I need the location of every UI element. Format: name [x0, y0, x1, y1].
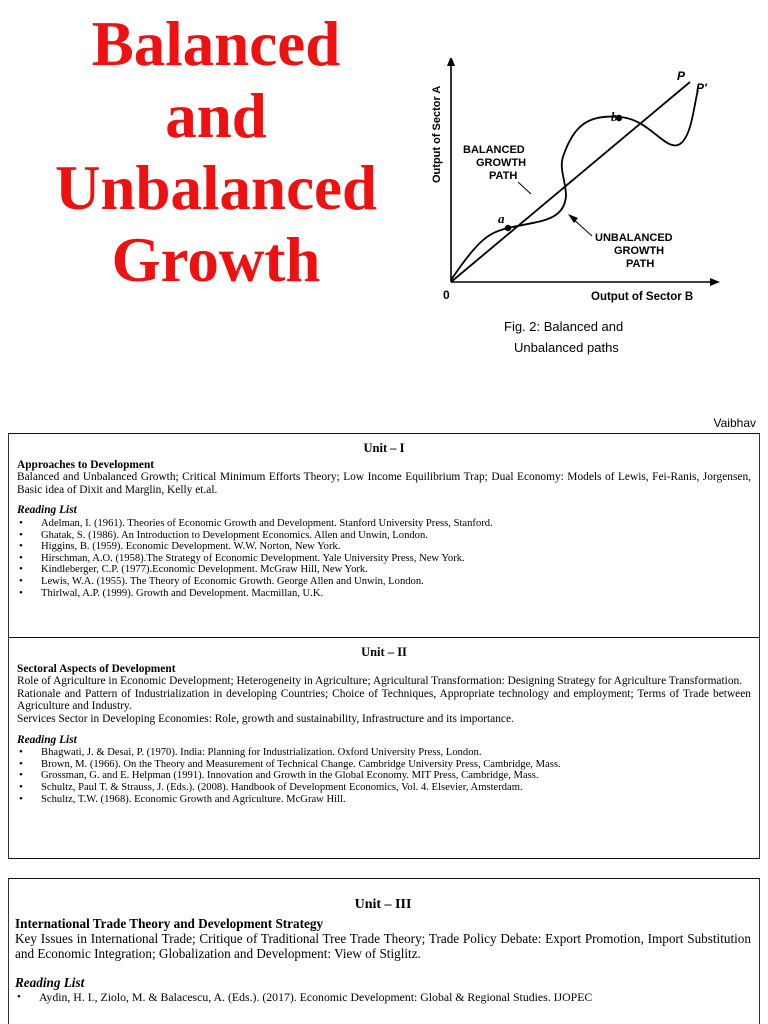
balanced-label-2: GROWTH: [476, 157, 527, 169]
point-a-label: a: [498, 211, 505, 226]
unit-2-body-3: Services Sector in Developing Economies: Role, growth and sustainability, Infrastructure and its importance.: [17, 712, 514, 725]
reference-item: • Brown, M. (1966). On the Theory and Measurement of Technical Change. Cambridge University Press, Cambridge, Mass.: [17, 759, 751, 771]
title-line-1: Balanced: [91, 9, 341, 79]
x-axis-label: Output of Sector B: [591, 291, 694, 303]
reference-item: • Higgins, B. (1959). Economic Development. W.W. Norton, New York.: [17, 541, 751, 553]
figure-caption-line-1: Fig. 2: Balanced and: [504, 319, 624, 334]
unit-3-reading-list: [15, 991, 751, 1004]
reference-item: • Ghatak, S. (1986). An Introduction to Development Economics. Allen and Unwin, London.: [17, 530, 751, 542]
reference-item: • Schultz, Paul T. & Strauss, J. (Eds.). (2008). Handbook of Development Economics, Vol. 4. Elsevier, Amsterdam.: [17, 782, 751, 794]
reference-item: • Grossman, G. and E. Helpman (1991). Innovation and Growth in the Global Economy. MIT Press, Cambridge, Mass.: [17, 770, 751, 782]
label-p: P: [677, 69, 686, 83]
balanced-pointer: [518, 182, 531, 194]
unit-1-title: Approaches to Development: [17, 458, 155, 471]
unbalanced-label-1: UNBALANCED: [595, 232, 673, 244]
unit-2-heading: Unit – II: [361, 645, 407, 659]
unit-1-heading: Unit – I: [363, 441, 405, 455]
unit-1-section: [8, 433, 760, 637]
reference-item: • Aydin, H. I., Ziolo, M. & Balacescu, A. (Eds.). (2017). Economic Development: Global & Regional Studies. IJOPEC: [15, 991, 751, 1004]
unit-1-reading-list: [17, 518, 751, 599]
x-axis-arrow: [710, 278, 720, 286]
page-title: [14, 8, 418, 296]
reference-item: • Bhagwati, J. & Desai, P. (1970). India: Planning for Industrialization. Oxford University Press, London.: [17, 747, 751, 759]
author-name: Vaibhav: [713, 416, 756, 430]
reference-item: • Lewis, W.A. (1955). The Theory of Economic Growth. George Allen and Unwin, London.: [17, 576, 751, 588]
unit-1-reading-list-label: Reading List: [17, 504, 77, 517]
y-axis-label: Output of Sector A: [431, 85, 443, 183]
reference-item: • Thirlwal, A.P. (1999). Growth and Development. Macmillan, U.K.: [17, 588, 751, 600]
unit-2-section: [8, 637, 760, 859]
unit-3-reading-list-label: Reading List: [15, 975, 85, 990]
unit-2-title: Sectoral Aspects of Development: [17, 662, 176, 675]
unit-2-reading-list-label: Reading List: [17, 733, 77, 746]
unit-3-title: International Trade Theory and Development Strategy: [15, 916, 324, 931]
unit-3-body: Key Issues in International Trade; Critique of Traditional Tree Trade Theory; Trade Policy Debate: Export Promotion, Import Substitution and Economic Integration; Globalization and Development: View of Stiglitz.: [15, 931, 751, 961]
title-line-4: Growth: [111, 225, 321, 295]
reference-item: • Kindleberger, C.P. (1977).Economic Development. McGraw Hill, New York.: [17, 564, 751, 576]
unit-2-body-2: Rationale and Pattern of Industrialization in developing Countries; Choice of Techniques, Appropriate technology and employment; Terms of Trade between Agriculture and Industry.: [17, 687, 751, 713]
unbalanced-label-2: GROWTH: [614, 245, 665, 257]
unbalanced-label-3: PATH: [626, 258, 655, 270]
balanced-label-1: BALANCED: [463, 144, 525, 156]
unit-2-reading-list: [17, 747, 751, 805]
unit-3-heading: Unit – III: [354, 897, 412, 912]
balanced-label-3: PATH: [489, 170, 518, 182]
point-b-label: b: [611, 109, 618, 124]
growth-paths-figure: [418, 58, 748, 358]
origin-label: 0: [443, 288, 450, 302]
point-a-marker: [505, 225, 511, 231]
label-p-prime: P': [696, 81, 707, 95]
reference-item: • Adelman, I. (1961). Theories of Economic Growth and Development. Stanford University Press, Stanford.: [17, 518, 751, 530]
reference-item: • Hirschman, A.O. (1958).The Strategy of Economic Development. Yale University Press, New York.: [17, 553, 751, 565]
title-line-2: and: [165, 81, 267, 151]
unit-3-section: [8, 878, 760, 1024]
unit-1-body: Balanced and Unbalanced Growth; Critical Minimum Efforts Theory; Low Income Equilibrium Trap; Dual Economy: Models of Lewis, Fei-Ranis, Jorgensen, Basic idea of Dixit and Marglin, Kelly et.al.: [17, 471, 751, 496]
unit-2-body-1: Role of Agriculture in Economic Development; Heterogeneity in Agriculture; Agricultural Transformation: Designing Strategy for Agriculture Transformation.: [17, 675, 743, 688]
reference-item: • Schultz, T.W. (1968). Economic Growth and Agriculture. McGraw Hill.: [17, 794, 751, 806]
y-axis-arrow: [447, 58, 455, 66]
figure-caption-line-2: Unbalanced paths: [514, 340, 619, 355]
title-line-3: Unbalanced: [54, 153, 378, 223]
